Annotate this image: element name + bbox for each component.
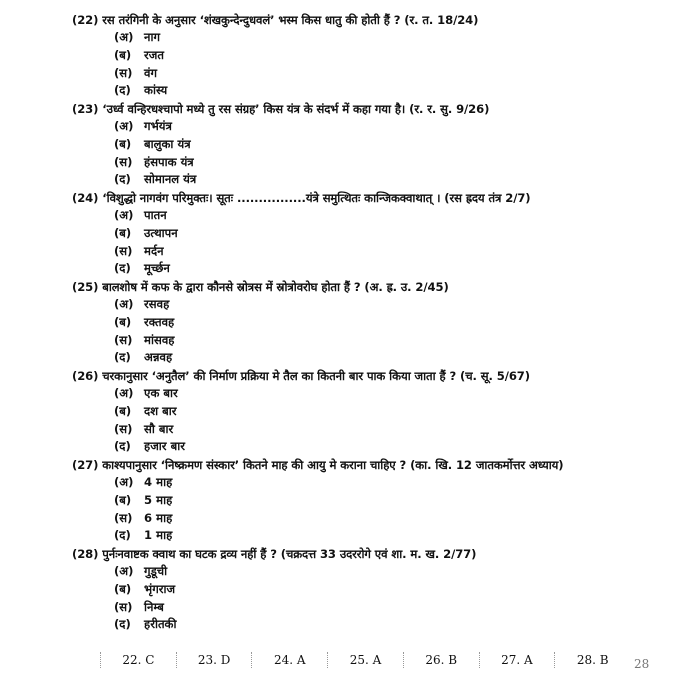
option-label: (स) [114,421,133,436]
option-label: (अ) [114,564,134,578]
option-list [72,296,672,367]
option-label: (द) [114,439,131,454]
option-a [114,563,672,581]
option-label: (ब) [114,403,132,418]
option-label: (ब) [114,314,132,329]
option-label: (ब) [114,492,132,507]
option-list [72,385,672,456]
answer-key-item: 25. A [327,652,403,668]
option-text: 1 माह [144,528,173,543]
question-24 [72,190,672,278]
option-text: सौ बार [144,421,174,436]
option-list [72,563,672,634]
option-list [72,29,672,100]
option-list [72,207,672,278]
option-d [114,82,672,100]
option-text: बालुका यंत्र [144,136,191,151]
option-label: (ब) [114,47,132,62]
option-c [114,65,672,83]
option-label: (द) [114,350,131,365]
option-b [114,47,672,65]
option-label: (अ) [114,297,134,311]
option-label: (ब) [114,136,132,151]
option-b [114,314,672,332]
option-label: (अ) [114,475,134,489]
option-label: (द) [114,83,131,98]
question-text: (24) ‘विशुद्धो नागवंग परिमुक्तः। सूतः ................यंत्रे समुत्थितः कान्जिकक्वाथात् । (रस ह्रदय तंत्र 2/7) [72,191,531,205]
option-text: रजत [144,47,164,62]
option-label: (स) [114,510,133,525]
option-label: (अ) [114,30,134,44]
question-23 [72,101,672,189]
question-text: (23) ‘उर्ध्व वन्हिरधश्चापो मध्ये तु रस संग्रह’ किस यंत्र के संदर्भ में कहा गया है। (र. र. सु. 9/26) [72,102,490,116]
option-text: गुडूची [144,564,168,578]
answer-key-item: 26. B [403,652,479,668]
option-c [114,243,672,261]
question-text: (28) पुर्नःनवाष्टक क्वाथ का घटक द्रव्य नहीं हैं ? (चक्रदत्त 33 उदररोगे एवं शा. म. ख. 2/77) [72,547,477,561]
option-text: हरीतकी [144,617,177,632]
option-text: दश बार [144,403,177,418]
option-text: 5 माह [144,492,173,507]
option-a [114,207,672,225]
option-label: (द) [114,261,131,276]
answer-key-item: 27. A [479,652,555,668]
question-22 [72,12,672,100]
question-text: (25) बालशोष में कफ के द्वारा कौनसे स्रोत्रस में स्रोत्रोवरोघ होता हैं ? (अ. ह्र. उ. 2/45) [72,280,449,294]
option-list [72,474,672,545]
option-text: भृंगराज [144,581,176,596]
answer-key-item: 28. B [554,652,630,668]
option-c [114,154,672,172]
page-number: 28 [634,657,650,671]
option-text: 6 माह [144,510,173,525]
option-d [114,438,672,456]
option-b [114,403,672,421]
option-text: गर्भयंत्र [144,119,172,133]
option-label: (द) [114,617,131,632]
option-label: (अ) [114,119,134,133]
question-text: (27) काश्यपानुसार ‘निष्क्रमण संस्कार’ कितने माह की आयु मे कराना चाहिए ? (का. खि. 12 जातकर्मोत्तर अध्याय) [72,458,564,472]
option-text: रक्तवह [144,314,175,329]
option-text: मांसवह [144,332,175,347]
option-text: नाग [144,30,161,44]
option-text: सोमानल यंत्र [144,172,197,187]
option-c [114,510,672,528]
question-26 [72,368,672,456]
option-label: (ब) [114,225,132,240]
answer-key-item: 22. C [100,652,176,668]
option-label: (स) [114,243,133,258]
option-c [114,421,672,439]
question-text: (22) रस तरंगिनी के अनुसार ‘शंखकुन्देन्दुधवलं’ भस्म किस धातु की होती हैं ? (र. त. 18/24) [72,13,479,27]
option-d [114,616,672,634]
option-c [114,599,672,617]
option-label: (अ) [114,208,134,222]
option-text: निम्ब [144,599,164,614]
option-label: (स) [114,332,133,347]
option-text: वंग [144,65,158,80]
option-label: (अ) [114,386,134,400]
answer-key-item: 23. D [176,652,252,668]
option-a [114,474,672,492]
option-a [114,385,672,403]
option-d [114,171,672,189]
option-text: पातन [144,208,167,222]
answer-key-bar [100,650,630,670]
option-b [114,225,672,243]
option-d [114,527,672,545]
option-text: रसवह [144,297,170,311]
option-text: मर्दन [144,243,164,258]
option-text: मूर्च्छन [144,261,170,276]
option-text: हंसपाक यंत्र [144,154,194,169]
option-d [114,349,672,367]
option-text: एक बार [144,386,178,400]
question-27 [72,457,672,545]
question-28 [72,546,672,634]
option-label: (स) [114,154,133,169]
option-b [114,492,672,510]
option-b [114,581,672,599]
option-text: अन्नवह [144,350,173,365]
answer-key-item: 24. A [251,652,327,668]
option-a [114,118,672,136]
option-label: (द) [114,172,131,187]
question-text: (26) चरकानुसार ‘अनुतैल’ की निर्माण प्रक्रिया मे तैल का कितनी बार पाक किया जाता हैं ? (च. सू. 5/67) [72,369,530,383]
option-text: 4 माह [144,475,173,489]
option-label: (ब) [114,581,132,596]
option-a [114,29,672,47]
option-label: (स) [114,65,133,80]
option-text: उत्थापन [144,225,178,240]
option-label: (स) [114,599,133,614]
option-text: कांस्य [144,83,168,98]
option-b [114,136,672,154]
option-a [114,296,672,314]
option-text: हजार बार [144,439,185,454]
option-c [114,332,672,350]
question-25 [72,279,672,367]
option-list [72,118,672,189]
option-label: (द) [114,528,131,543]
option-d [114,260,672,278]
